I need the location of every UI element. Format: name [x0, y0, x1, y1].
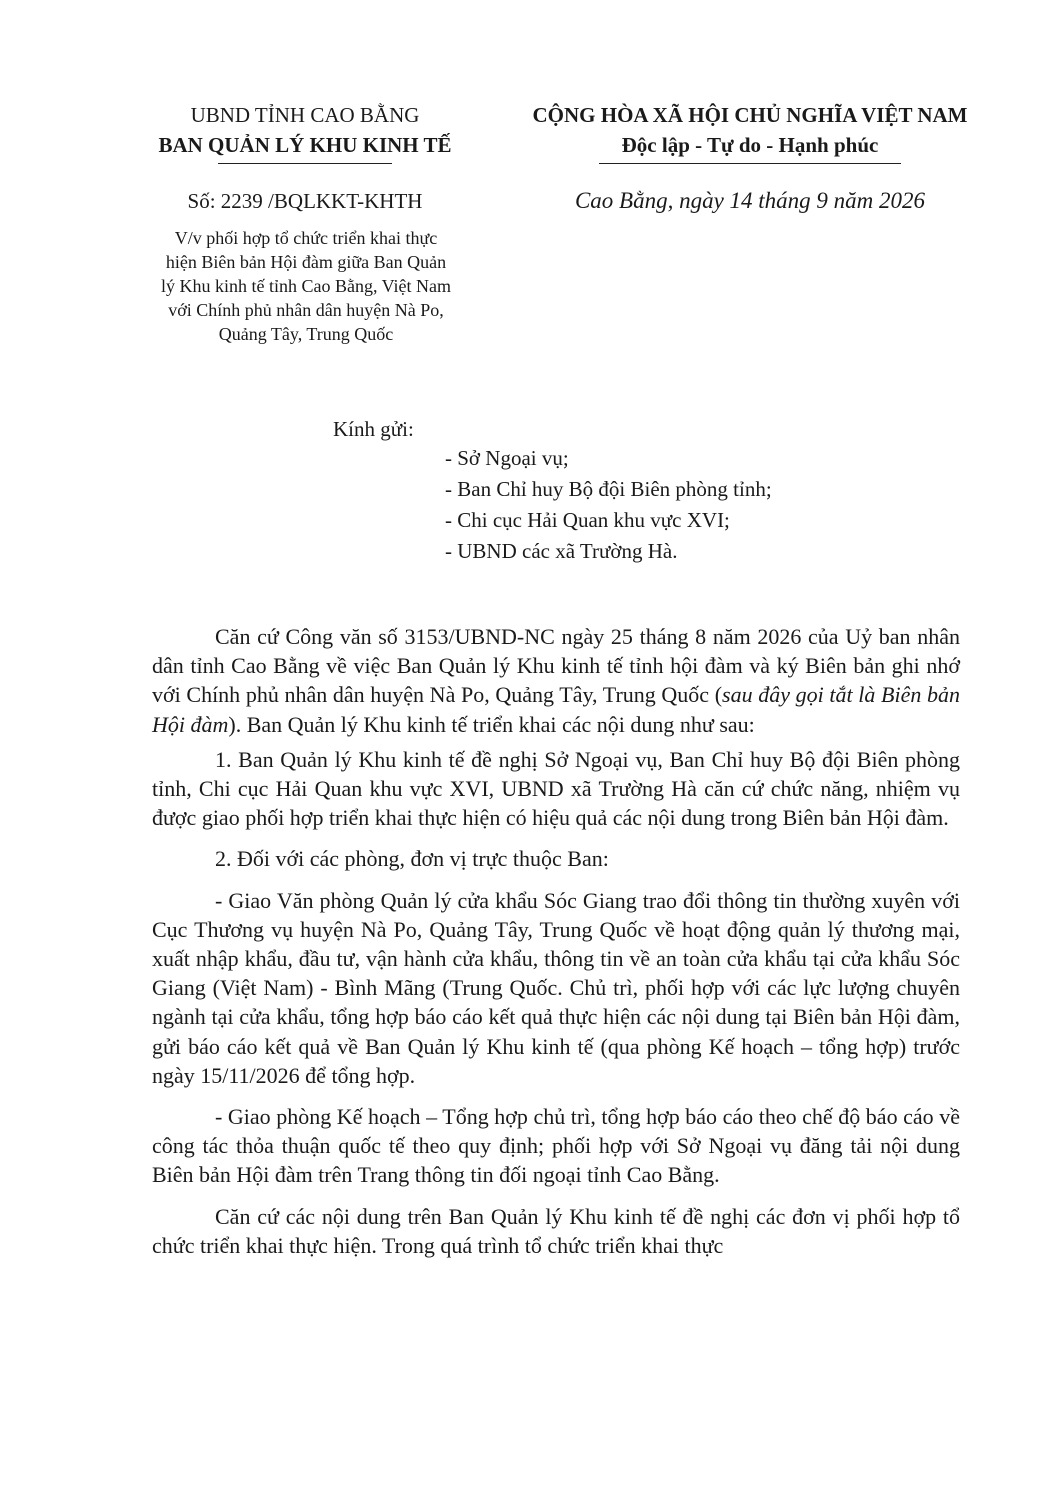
subject-line: Quảng Tây, Trung Quốc: [218, 324, 394, 344]
recipients-label: Kính gửi:: [333, 417, 414, 441]
agency-name: BAN QUẢN LÝ KHU KINH TẾ: [158, 133, 452, 157]
paragraph-text: ). Ban Quản lý Khu kinh tế triển khai các nội dung như sau:: [228, 711, 755, 737]
document-body: [152, 622, 960, 1272]
document-number: Số: 2239 /BQLKKT-KHTH: [187, 189, 423, 213]
recipients-list: [445, 443, 772, 567]
issuing-agency-block: [100, 100, 510, 164]
agency-parent: UBND TỈNH CAO BẰNG: [190, 103, 420, 127]
subject-line: lý Khu kinh tế tỉnh Cao Bằng, Việt Nam: [160, 276, 452, 296]
agency-underline: [218, 163, 392, 164]
country-name: CỘNG HÒA XÃ HỘI CHỦ NGHĨA VIỆT NAM: [532, 103, 968, 127]
subject-line: V/v phối hợp tổ chức triển khai thực: [174, 228, 438, 248]
paragraph-bullet-planning: - Giao phòng Kế hoạch – Tổng hợp chủ trì, tổng hợp báo cáo theo chế độ báo cáo về công tác thỏa thuận quốc tế theo quy định; phối hợp với Sở Ngoại vụ đăng tải nội dung Biên bản Hội đàm trên Trang thông tin đối ngoại tỉnh Cao Bằng.: [152, 1104, 960, 1188]
paragraph-closing: Căn cứ các nội dung trên Ban Quản lý Khu kinh tế đề nghị các đơn vị phối hợp tổ chức triển khai thực hiện. Trong quá trình tổ chức triển khai thực: [152, 1203, 960, 1258]
place-date-line: Cao Bằng, ngày 14 tháng 9 năm 2026: [574, 188, 926, 213]
motto-underline: [599, 163, 901, 164]
paragraph-item-1: 1. Ban Quản lý Khu kinh tế đề nghị Sở Ngoại vụ, Ban Chỉ huy Bộ đội Biên phòng tỉnh, Chi cục Hải Quan khu vực XVI, UBND xã Trường Hà căn cứ chức năng, nhiệm vụ được giao phối hợp triển khai thực hiện có hiệu quả các nội dung trong Biên bản Hội đàm.: [152, 746, 960, 831]
subject-line: hiện Biên bản Hội đàm giữa Ban Quản: [165, 252, 447, 272]
paragraph-text: Căn cứ Công văn số 3153/UBND-NC ngày 25 tháng 8 năm 2026 của Uỷ ban nhân dân tỉnh Cao Bằng về việc Ban Quản lý Khu kinh tế tỉnh hội đàm và ký Biên bản ghi nhớ với Chính phủ nhân dân huyện Nà Po, Quảng Tây, Trung Quốc (: [152, 624, 960, 708]
subject-line: với Chính phủ nhân dân huyện Nà Po,: [168, 300, 444, 320]
recipient-item: - Chi cục Hải Quan khu vực XVI;: [445, 508, 730, 532]
recipient-item: - Sở Ngoại vụ;: [445, 446, 569, 470]
recipient-item: - UBND các xã Trường Hà.: [445, 539, 678, 563]
abbreviation-note: sau đây gọi tắt là Biên bản Hội đàm: [152, 682, 960, 737]
recipient-item: - Ban Chỉ huy Bộ đội Biên phòng tỉnh;: [445, 477, 772, 501]
paragraph-bullet-soc-giang: - Giao Văn phòng Quản lý cửa khẩu Sóc Giang trao đổi thông tin thường xuyên với Cục Thương vụ huyện Nà Po, Quảng Tây, Trung Quốc về hoạt động quản lý thương mại, xuất nhập khẩu, đầu tư, vận hành cửa khẩu, thông tin về an toàn cửa khẩu tại cửa khẩu Sóc Giang (Việt Nam) - Bình Mãng (Trung Quốc. Chủ trì, phối hợp với các lực lượng chuyên ngành tại cửa khẩu, tổng hợp báo cáo kết quả thực hiện các nội dung tại Biên bản Hội đàm, gửi báo cáo kết quả về Ban Quản lý Khu kinh tế (qua phòng Kế hoạch – tổng hợp) trước ngày 15/11/2026 để tổng hợp.: [152, 887, 960, 1088]
document-subject: [128, 226, 484, 346]
national-motto: Độc lập - Tự do - Hạnh phúc: [621, 133, 879, 157]
paragraph-item-2: 2. Đối với các phòng, đơn vị trực thuộc Ban:: [215, 846, 609, 872]
national-header-block: [500, 100, 1000, 164]
paragraph-legal-basis: [152, 622, 960, 739]
